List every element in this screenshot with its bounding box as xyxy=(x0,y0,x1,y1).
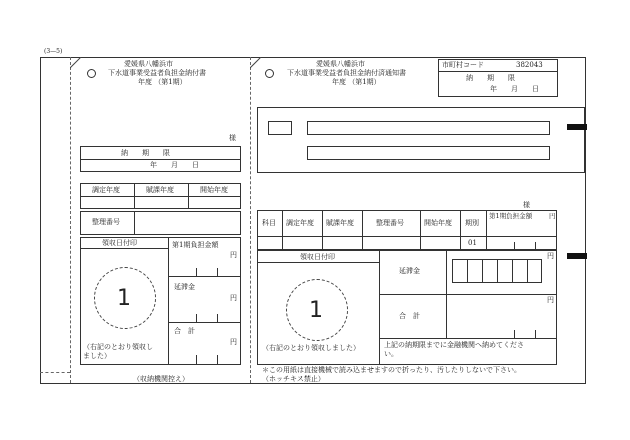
left-year: 年度 （第1期） xyxy=(138,78,187,86)
left-late-label: 延滞金 xyxy=(174,283,195,291)
right-receipt-note: （右記のとおり領収しました） xyxy=(262,344,360,352)
frame-right xyxy=(585,57,586,383)
frame-left xyxy=(40,57,41,383)
left-seiri-label: 整理番号 xyxy=(92,218,120,226)
right-code-divider xyxy=(438,71,558,72)
right-total-yen: 円 xyxy=(547,296,554,304)
left-col-assess: 調定年度 xyxy=(92,186,120,194)
left-late-yen: 円 xyxy=(230,294,237,302)
right-col-period: 期別 xyxy=(465,219,479,227)
right-receipt-label: 領収日付印 xyxy=(300,253,335,261)
left-copy-label: （収納機関控え） xyxy=(133,375,189,383)
left-col-start: 開始年度 xyxy=(200,186,228,194)
left-receipt-label: 領収日付印 xyxy=(102,239,137,247)
corner-mark-left xyxy=(70,57,82,69)
left-receipt-header-line xyxy=(80,248,168,249)
left-year-divider xyxy=(80,196,241,197)
left-receipt-divider xyxy=(168,237,169,365)
left-amount-line xyxy=(168,276,241,277)
perforation-middle xyxy=(250,57,251,383)
right-col-item: 科目 xyxy=(262,219,276,227)
right-sama: 様 xyxy=(523,201,530,209)
left-title: 下水道事業受益者負担金納付書 xyxy=(108,69,206,77)
left-due-date: 年 月 日 xyxy=(150,161,199,169)
left-tick-c1 xyxy=(196,355,197,365)
registration-mark-top xyxy=(567,124,587,130)
left-stamp-number: 1 xyxy=(117,286,131,311)
right-late-label: 延滞金 xyxy=(399,267,420,275)
address-small-box xyxy=(268,121,292,135)
left-total-yen: 円 xyxy=(230,338,237,346)
right-period-value: 01 xyxy=(468,239,477,247)
right-tick-a2 xyxy=(535,242,536,250)
right-footer-1: ＊この用紙は直接機械で読み込ませますので折ったり、汚したりしないで下さい。 xyxy=(262,366,521,374)
right-receipt-divider xyxy=(379,250,380,365)
registration-mark-bottom xyxy=(567,253,587,259)
right-tick-b1 xyxy=(514,330,515,338)
left-seiri-divider xyxy=(134,211,135,235)
left-city: 愛媛県八幡浜市 xyxy=(124,60,173,68)
left-tick-a1 xyxy=(196,268,197,276)
left-tick-a2 xyxy=(217,268,218,276)
right-city: 愛媛県八幡浜市 xyxy=(316,60,365,68)
left-year-col2 xyxy=(188,183,189,209)
left-year-col1 xyxy=(134,183,135,209)
right-due-date: 年 月 日 xyxy=(490,85,539,93)
right-col-1 xyxy=(282,210,283,250)
right-footer-2: （ホッチキス禁止） xyxy=(262,375,325,383)
right-col-5 xyxy=(460,210,461,250)
frame-top xyxy=(40,57,586,58)
page-code: (3—5) xyxy=(44,48,63,55)
left-late-line xyxy=(168,322,241,323)
punch-circle-right xyxy=(265,69,274,78)
left-amount-label: 第1期負担金額 xyxy=(172,241,219,249)
digit-sep-3 xyxy=(497,259,498,283)
perforation-stub xyxy=(40,372,70,373)
right-code-label: 市町村コード xyxy=(442,61,484,69)
corner-mark-right xyxy=(250,57,262,69)
left-due-divider xyxy=(80,159,241,160)
right-col-6 xyxy=(486,210,487,250)
right-due-label: 納 期 限 xyxy=(466,74,515,82)
right-tick-a1 xyxy=(514,242,515,250)
right-late-line xyxy=(379,294,557,295)
left-sama: 様 xyxy=(229,134,236,142)
right-col-assess: 調定年度 xyxy=(286,219,314,227)
left-receipt-note-1: （右記のとおり領収し xyxy=(83,343,153,351)
right-col-start: 開始年度 xyxy=(424,219,452,227)
address-line-2 xyxy=(307,146,550,160)
right-col-levy: 賦課年度 xyxy=(326,219,354,227)
punch-circle-left xyxy=(87,69,96,78)
address-window xyxy=(257,107,585,173)
right-year: 年度 （第1期） xyxy=(332,78,381,86)
digit-sep-4 xyxy=(512,259,513,283)
address-line-1 xyxy=(307,121,550,135)
right-col-amount: 第1期負担金額 xyxy=(489,212,533,220)
right-total-label: 合 計 xyxy=(399,312,420,320)
left-amount-yen: 円 xyxy=(230,251,237,259)
right-col-4 xyxy=(420,210,421,250)
right-total-line xyxy=(379,338,557,339)
left-tick-b2 xyxy=(217,314,218,322)
right-stamp-number: 1 xyxy=(309,298,323,323)
left-tick-c2 xyxy=(217,355,218,365)
right-tick-b2 xyxy=(535,330,536,338)
right-table-divider xyxy=(257,236,557,237)
digit-sep-5 xyxy=(527,259,528,283)
right-col-amount-yen: 円 xyxy=(549,212,556,220)
digit-sep-1 xyxy=(467,259,468,283)
left-due-label: 納 期 限 xyxy=(121,149,170,157)
right-col-2 xyxy=(322,210,323,250)
left-receipt-note-2: ました） xyxy=(83,352,111,360)
right-pay-note-1: 上記の納期限までに金融機関へ納めてくださ xyxy=(384,341,524,349)
right-col-3 xyxy=(362,210,363,250)
perforation-left xyxy=(70,57,71,383)
right-pay-note-2: い。 xyxy=(384,350,398,358)
left-tick-b1 xyxy=(196,314,197,322)
left-total-label: 合 計 xyxy=(174,327,195,335)
right-receipt-header-line xyxy=(257,262,379,263)
right-title: 下水道事業受益者負担金納付済通知書 xyxy=(287,69,406,77)
right-col-seiri: 整理番号 xyxy=(376,219,404,227)
left-col-levy: 賦課年度 xyxy=(146,186,174,194)
right-code-value: 382043 xyxy=(516,61,543,69)
right-late-yen: 円 xyxy=(547,252,554,260)
digit-sep-2 xyxy=(482,259,483,283)
